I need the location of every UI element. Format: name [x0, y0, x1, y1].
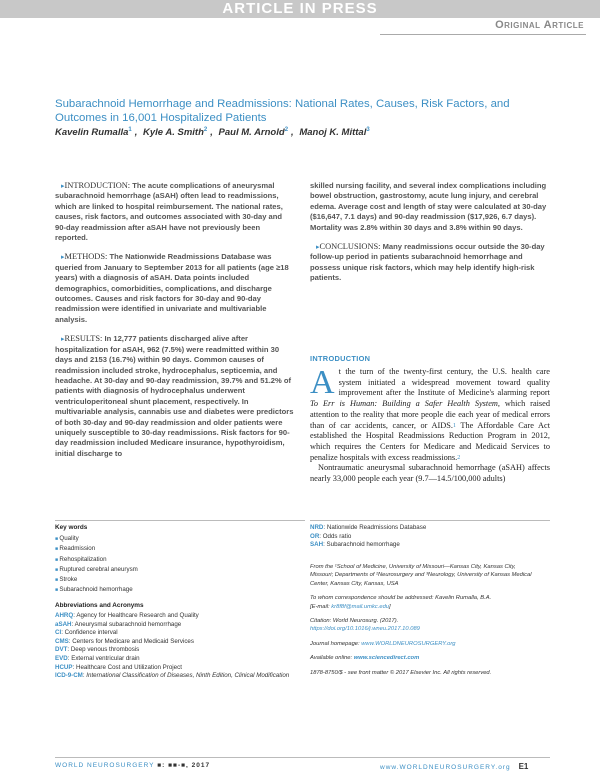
abstract-right-column — [310, 181, 550, 293]
introduction-paragraph: Nontraumatic aneurysmal subarachnoid hemorrhage (aSAH) affects nearly 33,000 people each year (9.7—14.5/100,000 adults) — [310, 463, 550, 484]
author-list: Kavelin Rumalla$^1$ , Kyle A. Smith$^2$ , Paul M. Arnold$^2$ , Manoj K. Mittal$^3$ — [55, 127, 370, 138]
copyright: 1878-8750/$ - see front matter © 2017 Elsevier Inc. All rights reserved. — [310, 669, 492, 676]
sciencedirect-link[interactable]: www.sciencedirect.com — [353, 655, 420, 662]
abbreviation-item: CI: Confidence interval — [55, 629, 118, 637]
author[interactable]: Manoj K. Mittal$^3$ — [299, 127, 370, 138]
keyword-item: ■ Subarachnoid hemorrhage — [55, 585, 138, 595]
abstract-introduction: ▸ INTRODUCTION: The acute complications of aneurysmal subarachnoid hemorrhage (aSAH) often lead to readmissions, which are linked to hospital reimbursement. The national rates, causes, risk factors, and outcomes associated with 30-day and 90-day readmission after aSAH have not previously been reported. — [55, 181, 295, 243]
drop-cap: A — [310, 364, 335, 401]
available-online: Available online: www.sciencedirect.com — [310, 655, 420, 662]
abbreviations-list — [55, 612, 300, 681]
abbreviation-item: SAH: Subarachnoid hemorrhage — [310, 541, 400, 549]
author[interactable]: Paul M. Arnold$^2$ — [218, 127, 289, 138]
affiliation-text: From the ¹School of Medicine, University of Missouri—Kansas City, Kansas City, Missouri; Departments of ²Neurosurgery and ³Neurology, University of Kansas Medical Center, Kansas City, Kansas, USA — [310, 564, 532, 587]
article-in-press-banner — [0, 0, 600, 18]
abstract-methods: ▸ METHODS: The Nationwide Readmissions Database was queried from January to September 2013 for all patients (age ≥18 years) with a diagnosis of aSAH. Data points included demographics, comorbidities, complications, and discharge outcomes. Causes and risk factors for 30-day and 90-day readmission were identified in univariate and multivariable analysis. — [55, 252, 295, 325]
banner-text: ARTICLE IN PRESS — [222, 0, 378, 17]
journal-homepage: Journal homepage: www.WORLDNEUROSURGERY.org — [310, 640, 456, 647]
introduction-heading: INTRODUCTION — [310, 354, 371, 363]
reference-link[interactable]: 2 — [457, 454, 461, 461]
abstract-results: ▸ RESULTS: In 12,777 patients discharged alive after hospitalization for aSAH, 962 (7.5%) were readmitted within 30 days and 2153 (16.7%) within 90 days. Common causes of readmission included stroke, hydrocephalus, septicemia, and headache. At 30-day and 90-day readmission, 39.7% and 51.2% of patients with diagnosis of hydrocephalus underwent ventriculoperitoneal shunt placement, respectively. In multivariable analysis, cannabis use and diabetes were predictors of both 30-day and 90-day readmission and older patients were uniquely susceptible to 30-day readmissions. Risk factors for 90-day readmission included Medicare insurance, hypothyroidism, initial discharge to — [55, 334, 295, 459]
keyword-item: ■ Stroke — [55, 575, 138, 585]
footer-website — [380, 762, 528, 771]
keyword-item: ■ Readmission — [55, 544, 138, 554]
footer-journal: WORLD NEUROSURGERY ■: ■■-■, 2017 — [55, 762, 211, 769]
homepage-link[interactable]: www.WORLDNEUROSURGERY.org — [361, 640, 456, 647]
abbreviation-item: ICD-9-CM: International Classification of Diseases, Ninth Edition, Clinical Modification — [55, 672, 290, 680]
email-link[interactable]: kr8f8f@mail.umkc.edu — [331, 603, 390, 610]
abbreviation-item: EVD: External ventricular drain — [55, 654, 140, 662]
section-label: Original Article — [495, 19, 584, 31]
author[interactable]: Kyle A. Smith$^2$ — [143, 127, 208, 138]
abstract-left-column — [55, 181, 295, 468]
keyword-item: ■ Rehospitalization — [55, 555, 138, 565]
introduction-paragraph: At the turn of the twenty-first century, the U.S. health care system initiated a widespread movement toward quality improvement after the Institute of Medicine's alarming report To Err is Human: Building a Safer Health System, which raised attention to the reality that more people die each year of medical errors than of car accidents, cancer, or AIDS.$^1$ The Affordable Care Act established the Hospital Readmissions Reduction Program in 2012, which requires the Centers for Medicare and Medicaid Services to penalize hospitals with excess readmissions.$^2$ — [310, 364, 550, 462]
abbreviation-item: HCUP: Healthcare Cost and Utilization Project — [55, 663, 182, 671]
abbreviation-item: AHRQ: Agency for Healthcare Research and Quality — [55, 612, 199, 619]
abbreviation-item: CMS: Centers for Medicare and Medicaid Services — [55, 637, 194, 645]
citation: Citation: World Neurosurg. (2017). https://doi.org/10.1016/j.wneu.2017.10.089 — [310, 618, 420, 633]
abbreviation-item: OR: Odds ratio — [310, 532, 352, 540]
abbreviations-list-continued — [310, 524, 550, 550]
website-link[interactable]: www.WORLDNEUROSURGERY.org — [380, 764, 511, 771]
section-rule — [380, 34, 586, 35]
keyword-item: ■ Quality — [55, 534, 138, 544]
introduction-body — [310, 364, 550, 493]
divider — [310, 520, 550, 521]
abstract-results-continued: skilled nursing facility, and several index complications including bowel obstruction, gastrostomy, acute lung injury, and cerebral edema. Average cost and length of stay were calculated at 30-day ($16,647, 7.1 days) and 90-day readmission ($17,926, 6.7 days). Mortality was 2.8% within 30 days and 3.8% within 90 days. — [310, 181, 547, 232]
author[interactable]: Kavelin Rumalla$^1$ — [55, 127, 132, 138]
abbreviation-item: DVT: Deep venous thrombosis — [55, 646, 140, 654]
divider — [55, 520, 305, 521]
keywords-list — [55, 534, 138, 596]
correspondence: To whom correspondence should be addressed: Kavelin Rumalla, B.A. [E-mail: kr8f8f@mail.umkc.edu] — [310, 595, 492, 610]
abbreviation-item: aSAH: Aneurysmal subarachnoid hemorrhage — [55, 620, 182, 628]
doi-link[interactable]: https://doi.org/10.1016/j.wneu.2017.10.089 — [310, 626, 420, 633]
page-number: E1 — [518, 762, 529, 771]
abbreviations-heading: Abbreviations and Acronyms — [55, 602, 144, 609]
footer-divider — [55, 757, 550, 758]
abbreviation-item: NRD: Nationwide Readmissions Database — [310, 524, 427, 531]
affiliation-block — [310, 563, 540, 683]
article-title: Subarachnoid Hemorrhage and Readmissions: National Rates, Causes, Risk Factors, and Outcomes in 16,001 Hospitalized Patients — [55, 98, 510, 124]
reference-link[interactable]: 1 — [452, 422, 456, 429]
abstract-conclusions: ▸ CONCLUSIONS: Many readmissions occur outside the 30-day follow-up period in patients subarachnoid hemorrhage and possess unique risk factors, which may help identify high-risk patients. — [310, 242, 550, 284]
keyword-item: ■ Ruptured cerebral aneurysm — [55, 565, 138, 575]
keywords-heading: Key words — [55, 524, 88, 531]
